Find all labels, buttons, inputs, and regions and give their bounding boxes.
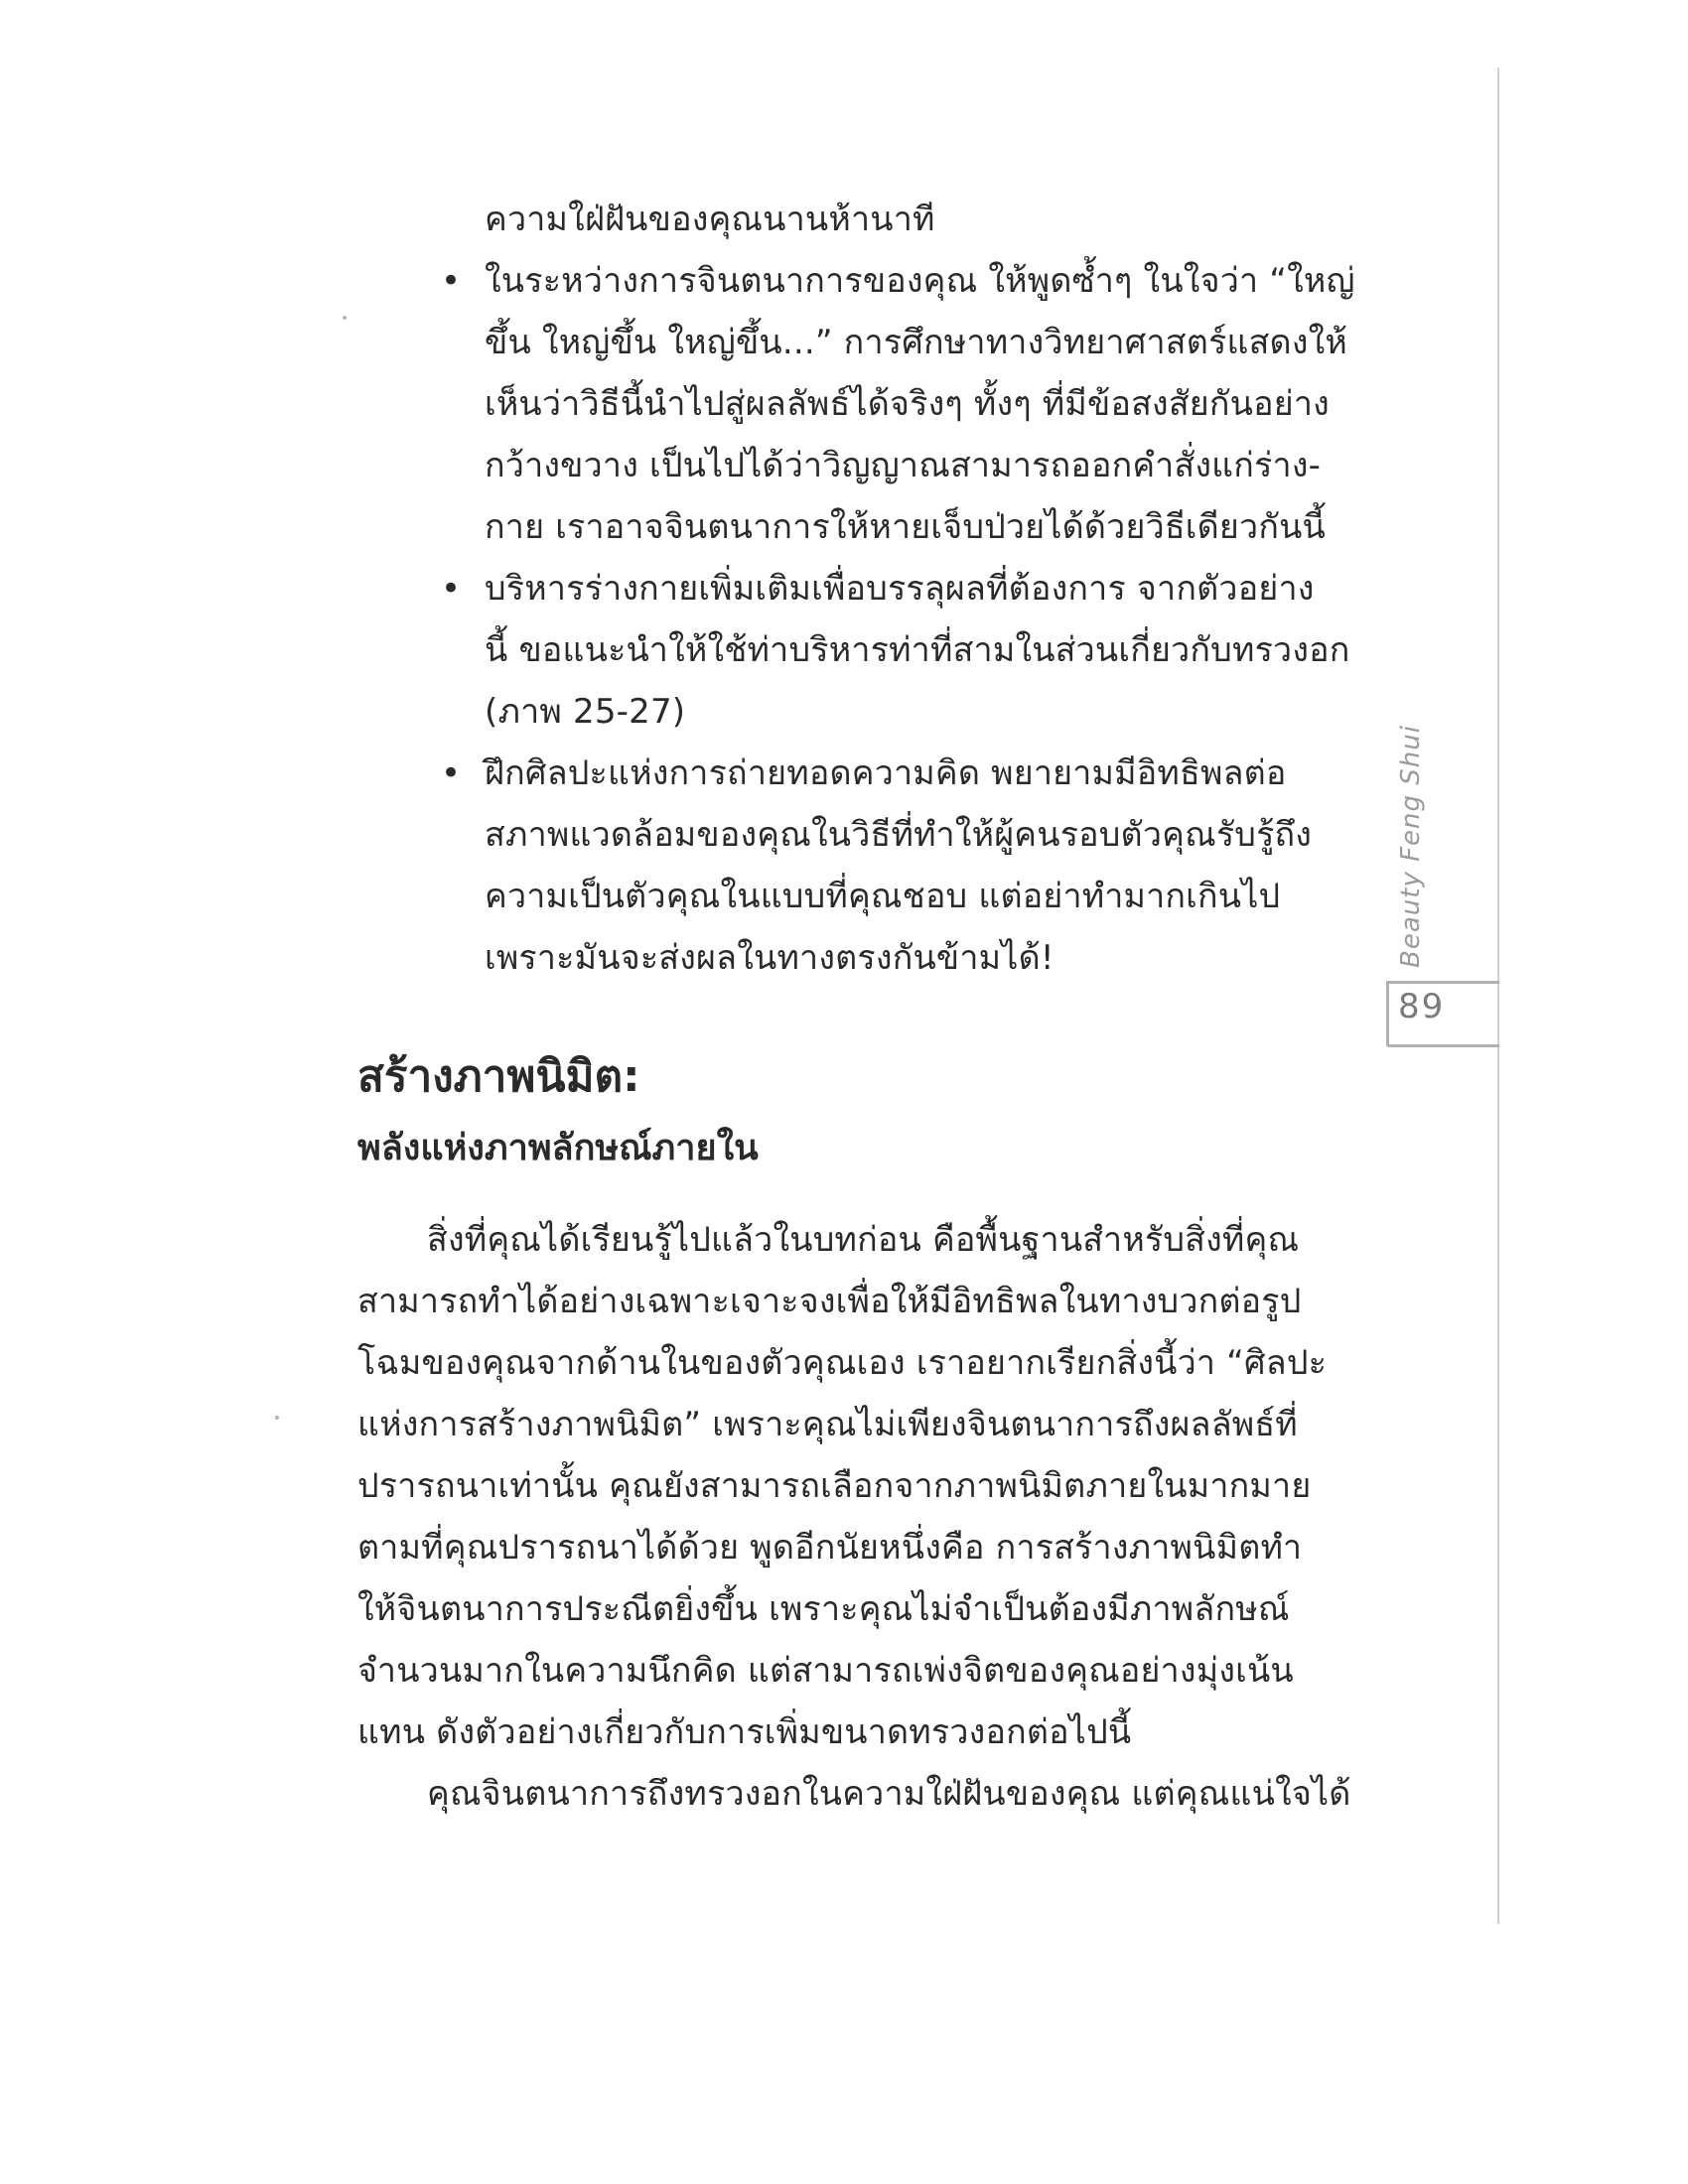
scan-speck (343, 316, 347, 320)
paragraph (357, 1209, 1340, 1763)
paragraph-line: ให้จินตนาการประณีตยิ่งขึ้น เพราะคุณไม่จำเป็นต้องมีภาพลักษณ์ (357, 1589, 1290, 1629)
paragraph-line: แทน ดังตัวอย่างเกี่ยวกับการเพิ่มขนาดทรวงอกต่อไปนี้ (357, 1712, 1132, 1752)
page-number-rule-vertical (1386, 981, 1389, 1046)
running-title: Beauty Feng Shui (1396, 725, 1426, 968)
continuation-line: ความใฝ่ฝันของคุณนานห้านาที (485, 200, 935, 239)
bullet-line: บริหารร่างกายเพิ่มเติมเพื่อบรรลุผลที่ต้องการ จากตัวอย่าง (485, 569, 1315, 609)
paragraph-line: คุณจินตนาการถึงทรวงอกในความใฝ่ฝันของคุณ แต่คุณแน่ใจได้ (427, 1774, 1351, 1814)
paragraph-line: สามารถทำได้อย่างเฉพาะเจาะจงเพื่อให้มีอิทธิพลในทางบวกต่อรูป (357, 1282, 1302, 1321)
section-heading: สร้างภาพนิมิต: (357, 1051, 640, 1102)
bullet-item (357, 558, 1350, 743)
paragraph-line: ตามที่คุณปรารถนาได้ด้วย พูดอีกนัยหนึ่งคือ การสร้างภาพนิมิตทำ (357, 1528, 1303, 1568)
paragraph-line: ปรารถนาเท่านั้น คุณยังสามารถเลือกจากภาพนิมิตภายในมากมาย (357, 1466, 1312, 1506)
bullet-line: ความเป็นตัวคุณในแบบที่คุณชอบ แต่อย่าทำมากเกินไป (485, 877, 1281, 916)
page-body (357, 189, 1355, 1825)
paragraph-line: จำนวนมากในความนึกคิด แต่สามารถเพ่งจิตของคุณอย่างมุ่งเน้น (357, 1651, 1294, 1691)
bullet-item (357, 743, 1340, 989)
bullet-line: กาย เราอาจจินตนาการให้หายเจ็บป่วยได้ด้วยวิธีเดียวกันนี้ (485, 507, 1326, 547)
bullet-line: สภาพแวดล้อมของคุณในวิธีที่ทำให้ผู้คนรอบตัวคุณรับรู้ถึง (485, 815, 1313, 855)
scan-speck (275, 1416, 279, 1420)
bullet-line: เพราะมันจะส่งผลในทางตรงกันข้ามได้! (485, 938, 1055, 978)
bullet-icon: • (441, 569, 462, 609)
page-edge-line (1497, 68, 1499, 1924)
page-number: 89 (1398, 987, 1446, 1026)
bullet-line: ฝึกศิลปะแห่งการถ่ายทอดความคิด พยายามมีอิทธิพลต่อ (485, 753, 1287, 793)
bullet-line: เห็นว่าวิธีนี้นำไปสู่ผลลัพธ์ได้จริงๆ ทั้งๆ ที่มีข้อสงสัยกันอย่าง (485, 384, 1330, 424)
paragraph-line: แห่งการสร้างภาพนิมิต” เพราะคุณไม่เพียงจินตนาการถึงผลลัพธ์ที่ (357, 1405, 1298, 1444)
bullet-line: ในระหว่างการจินตนาการของคุณ ให้พูดซ้ำๆ ในใจว่า “ใหญ่ (485, 261, 1355, 301)
paragraph-line: สิ่งที่คุณได้เรียนรู้ไปแล้วในบทก่อน คือพื้นฐานสำหรับสิ่งที่คุณ (427, 1220, 1300, 1260)
bullet-line: นี้ ขอแนะนำให้ใช้ท่าบริหารท่าที่สามในส่วนเกี่ยวกับทรวงอก (485, 630, 1350, 670)
section-subheading: พลังแห่งภาพลักษณ์ภายใน (357, 1128, 759, 1168)
page-number-rule-bottom (1388, 1044, 1499, 1047)
paragraph (357, 1763, 1351, 1825)
paragraph-line: โฉมของคุณจากด้านในของตัวคุณเอง เราอยากเรียกสิ่งนี้ว่า “ศิลปะ (357, 1343, 1328, 1383)
bullet-line: ขึ้น ใหญ่ขึ้น ใหญ่ขึ้น...” การศึกษาทางวิทยาศาสตร์แสดงให้ (485, 323, 1348, 362)
bullet-item (357, 250, 1355, 558)
page-number-rule-top (1388, 981, 1499, 984)
bullet-icon: • (441, 261, 462, 301)
bullet-line: กว้างขวาง เป็นไปได้ว่าวิญญาณสามารถออกคำสั่งแก่ร่าง- (485, 446, 1322, 485)
bullet-icon: • (441, 753, 462, 793)
bullet-line: (ภาพ 25-27) (485, 692, 686, 732)
